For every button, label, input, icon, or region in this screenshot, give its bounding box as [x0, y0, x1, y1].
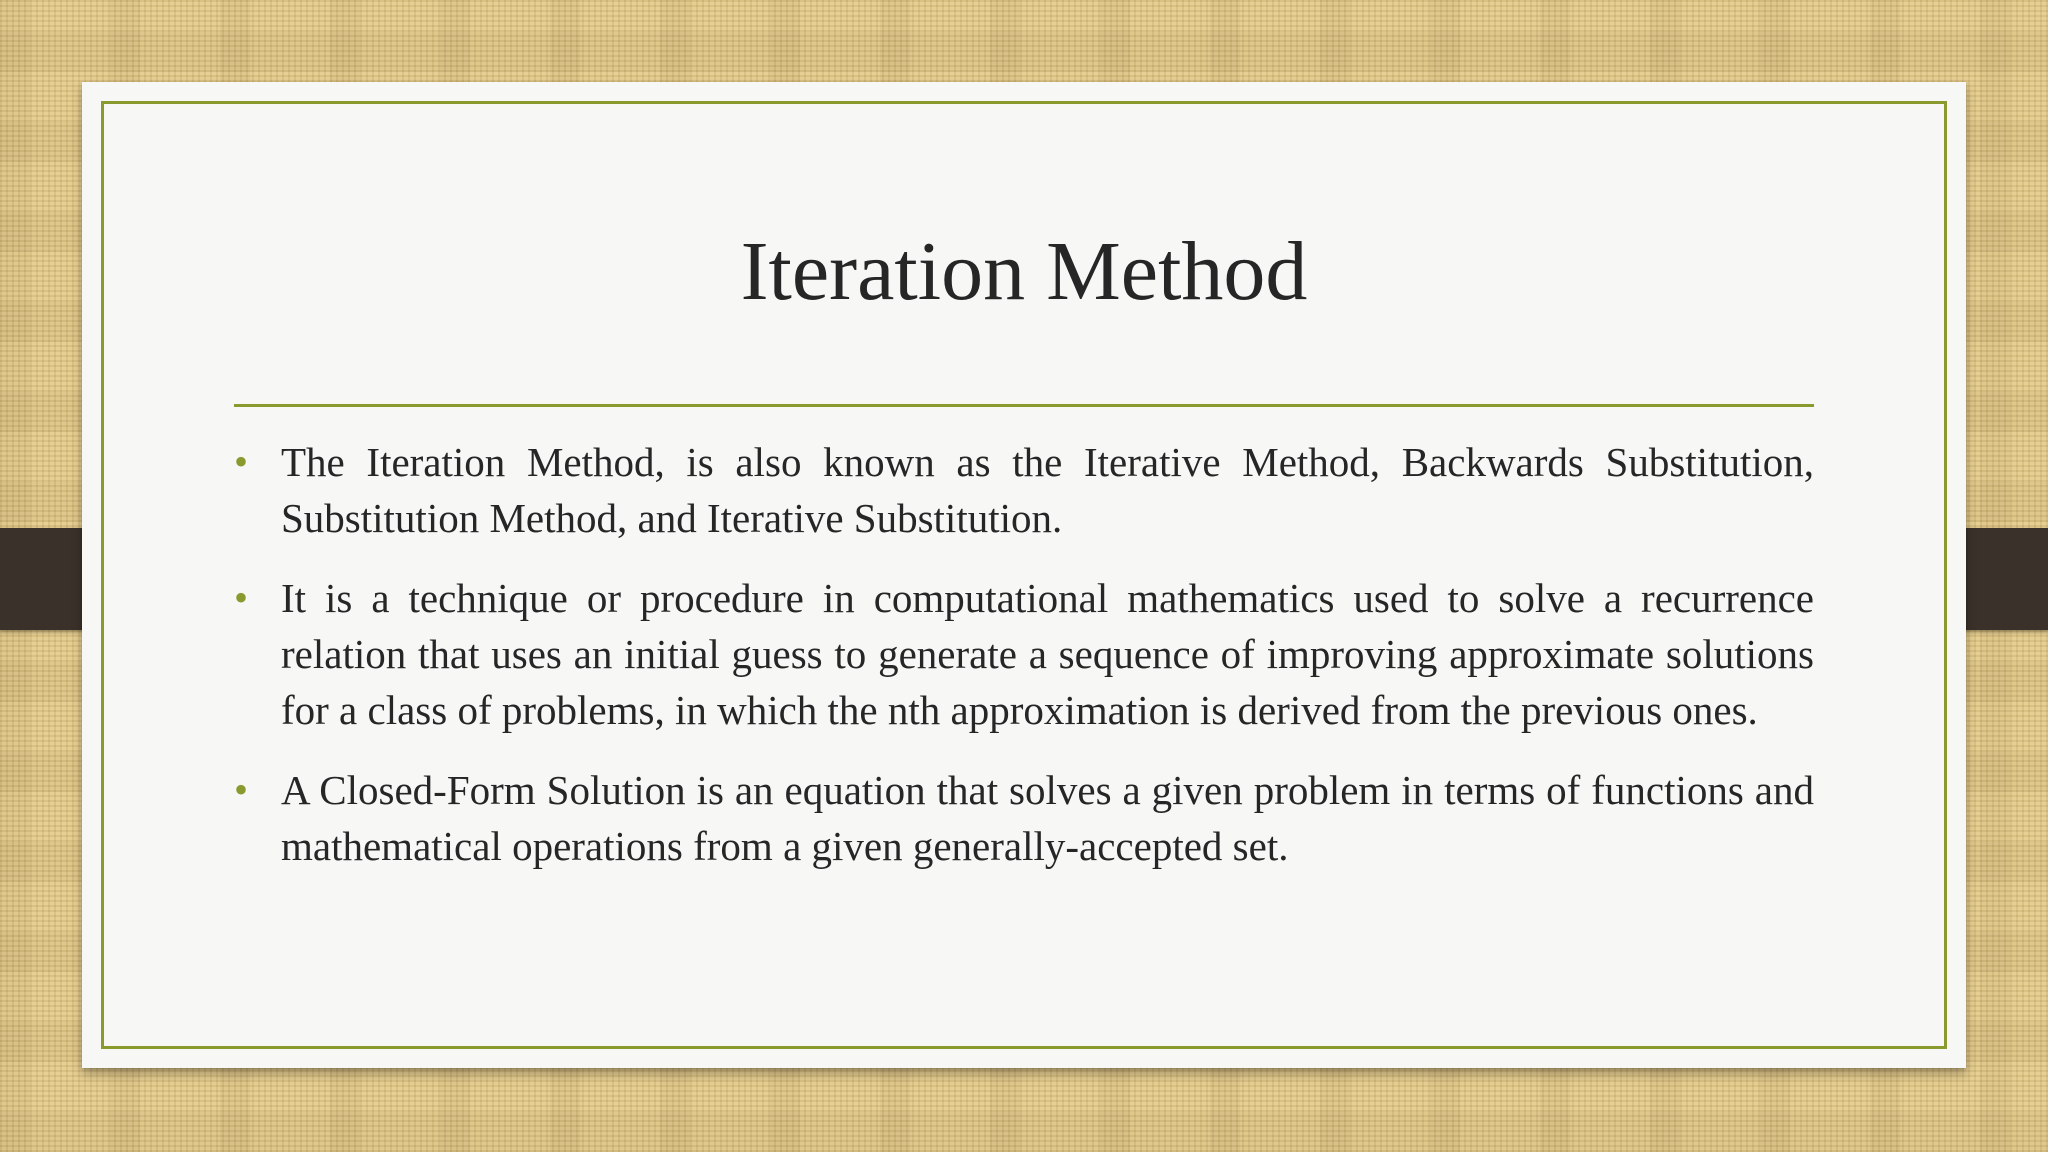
- bullet-item: [234, 762, 1814, 874]
- bullet-text: The Iteration Method, is also known as the Iterative Method, Backwards Substitution, Substitution Method, and Iterative Substitution.: [281, 439, 1814, 541]
- slide-card: [82, 82, 1966, 1068]
- slide-title: Iteration Method: [740, 225, 1308, 318]
- bullet-item: [234, 570, 1814, 738]
- bullet-icon: •: [234, 767, 249, 812]
- bullet-list: [234, 434, 1814, 898]
- bullet-item: [234, 434, 1814, 546]
- bullet-text: A Closed-Form Solution is an equation that solves a given problem in terms of functions and mathematical operations from a given generally-accepted set.: [281, 767, 1814, 869]
- bullet-icon: •: [234, 575, 249, 620]
- bullet-text: It is a technique or procedure in computational mathematics used to solve a recurrence relation that uses an initial guess to generate a sequence of improving approximate solutions for a class of problems, in which the nth approximation is derived from the previous ones.: [281, 575, 1814, 733]
- title-divider: [234, 404, 1814, 407]
- bullet-icon: •: [234, 439, 249, 484]
